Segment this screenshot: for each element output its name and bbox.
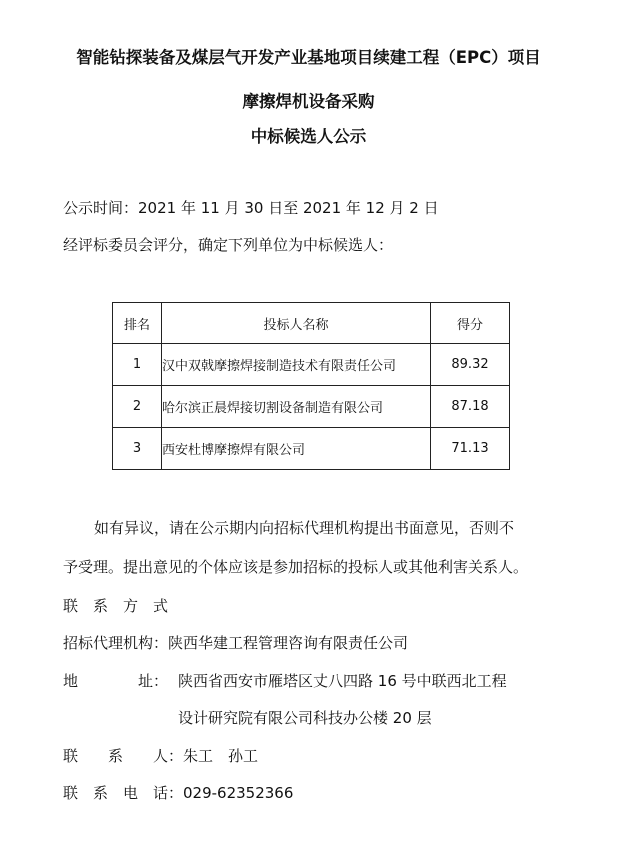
agency-line: 招标代理机构：陕西华建工程管理咨询有限责任公司 <box>63 634 409 652</box>
address-line-1: 陕西省西安市雁塔区丈八四路 16 号中联西北工程 <box>178 672 507 690</box>
notice-title-line-2: 摩擦焊机设备采购 <box>242 92 375 111</box>
header-score: 得分 <box>431 303 510 344</box>
notice-title-line-1: 智能钻探装备及煤层气开发产业基地项目续建工程（EPC）项目 <box>76 48 541 67</box>
contact-heading: 联 系 方 式 <box>63 597 169 615</box>
table-row <box>113 428 510 470</box>
objection-text-line-1: 如有异议，请在公示期内向招标代理机构提出书面意见，否则不 <box>94 519 515 537</box>
address-line-2: 设计研究院有限公司科技办公楼 20 层 <box>178 709 432 727</box>
table-header-row <box>113 303 510 344</box>
header-rank: 排名 <box>113 303 162 344</box>
objection-text-line-2: 予受理。提出意见的个体应该是参加招标的投标人或其他利害关系人。 <box>63 558 529 576</box>
bidder-name-cell: 西安杜博摩擦焊有限公司 <box>162 428 431 470</box>
table-row <box>113 344 510 386</box>
score-cell: 89.32 <box>431 344 510 386</box>
candidate-table <box>112 302 510 470</box>
bidder-name-cell: 哈尔滨正晨焊接切割设备制造有限公司 <box>162 386 431 428</box>
score-cell: 71.13 <box>431 428 510 470</box>
contact-person-line: 联 系 人：朱工 孙工 <box>63 747 259 765</box>
address-label: 地 址： <box>63 672 169 690</box>
table-row <box>113 386 510 428</box>
rank-cell: 3 <box>113 428 162 470</box>
contact-phone-line: 联 系 电 话：029-62352366 <box>63 784 294 802</box>
header-bidder-name: 投标人名称 <box>162 303 431 344</box>
rank-cell: 2 <box>113 386 162 428</box>
notice-title-line-3: 中标候选人公示 <box>250 127 367 146</box>
rank-cell: 1 <box>113 344 162 386</box>
intro-text: 经评标委员会评分，确定下列单位为中标候选人： <box>63 236 394 254</box>
publicity-period: 公示时间：2021 年 11 月 30 日至 2021 年 12 月 2 日 <box>63 199 439 217</box>
score-cell: 87.18 <box>431 386 510 428</box>
bidder-name-cell: 汉中双戟摩擦焊接制造技术有限责任公司 <box>162 344 431 386</box>
